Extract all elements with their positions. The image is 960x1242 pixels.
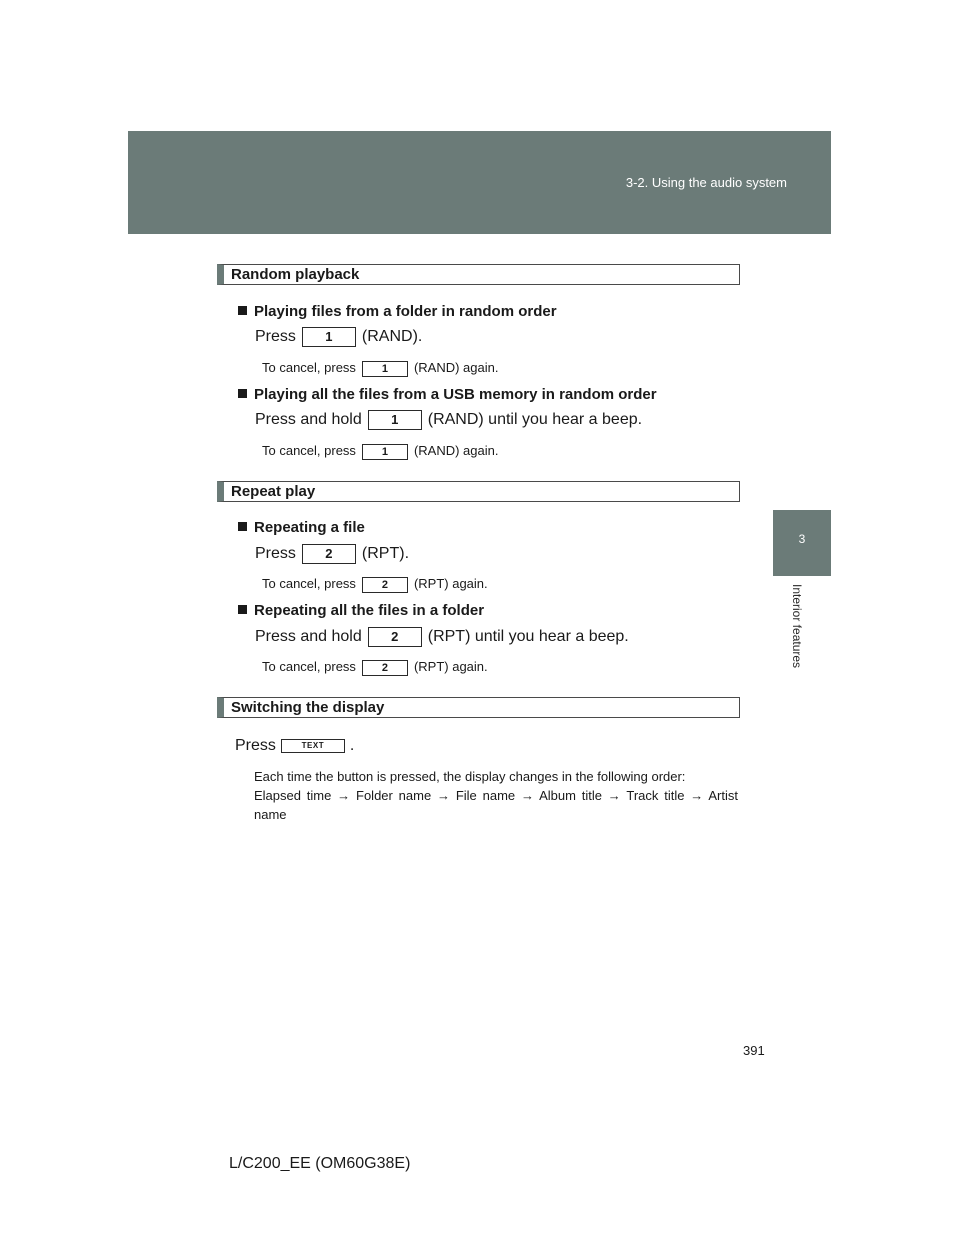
note-cancel-random-folder (262, 359, 498, 377)
note-tail: (RAND) again. (413, 443, 499, 458)
note-text: To cancel, press (262, 443, 356, 458)
note-text: To cancel, press (262, 659, 356, 674)
key-1-button: 1 (368, 410, 422, 430)
display-order-intro: Each time the button is pressed, the display changes in the following order: (254, 769, 686, 784)
square-bullet-icon (238, 306, 247, 315)
bullet-text: Repeating all the files in a folder (254, 602, 485, 619)
key-2-button: 2 (302, 544, 356, 564)
instruction-repeat-file (255, 543, 409, 565)
instruction-verb: Press (235, 737, 276, 754)
instruction-display (235, 735, 354, 757)
repeat-play-heading: Repeat play (217, 481, 740, 502)
note-cancel-random-usb (262, 442, 498, 460)
chapter-number: 3 (798, 532, 806, 546)
square-bullet-icon (238, 522, 247, 531)
header-band (128, 131, 831, 234)
section-title: 3-2. Using the audio system (625, 175, 787, 190)
bullet-text: Playing all the files from a USB memory in random order (254, 386, 657, 403)
instruction-tail: (RPT). (361, 545, 410, 562)
note-tail: (RPT) again. (413, 576, 488, 591)
key-2-button: 2 (362, 660, 408, 676)
display-order-sequence: Elapsed time → Folder name → File name → Album title → Track title → Artist name (254, 788, 738, 822)
square-bullet-icon (238, 389, 247, 398)
key-1-button: 1 (362, 444, 408, 460)
instruction-tail: (RPT) until you hear a beep. (427, 628, 629, 645)
key-1-button: 1 (362, 361, 408, 377)
random-playback-heading: Random playback (217, 264, 740, 285)
bullet-text: Playing files from a folder in random order (254, 303, 557, 320)
bullet-repeat-folder (238, 601, 484, 621)
note-cancel-repeat-folder (262, 658, 488, 676)
instruction-verb: Press and hold (255, 411, 362, 428)
note-cancel-repeat-file (262, 575, 488, 593)
instruction-random-usb (255, 409, 642, 431)
instruction-verb: Press (255, 545, 296, 562)
bullet-random-folder (238, 302, 557, 322)
instruction-repeat-folder (255, 626, 629, 648)
note-text: To cancel, press (262, 360, 356, 375)
key-1-button: 1 (302, 327, 356, 347)
instruction-tail: (RAND) until you hear a beep. (427, 411, 643, 428)
switching-display-heading: Switching the display (217, 697, 740, 718)
page-number: 391 (743, 1043, 765, 1058)
bullet-repeat-file (238, 518, 365, 538)
square-bullet-icon (238, 605, 247, 614)
text-key-button: TEXT (281, 739, 345, 753)
chapter-tab (773, 510, 831, 576)
key-2-button: 2 (368, 627, 422, 647)
instruction-tail: (RAND). (361, 328, 423, 345)
display-explanation (254, 767, 738, 824)
note-tail: (RAND) again. (413, 360, 499, 375)
document-code: L/C200_EE (OM60G38E) (229, 1155, 411, 1172)
instruction-tail: . (349, 737, 355, 754)
bullet-text: Repeating a file (254, 519, 365, 536)
chapter-label: Interior features (790, 584, 804, 669)
note-text: To cancel, press (262, 576, 356, 591)
instruction-verb: Press (255, 328, 296, 345)
instruction-verb: Press and hold (255, 628, 362, 645)
instruction-random-folder (255, 326, 422, 348)
key-2-button: 2 (362, 577, 408, 593)
bullet-random-usb (238, 385, 657, 405)
note-tail: (RPT) again. (413, 659, 488, 674)
